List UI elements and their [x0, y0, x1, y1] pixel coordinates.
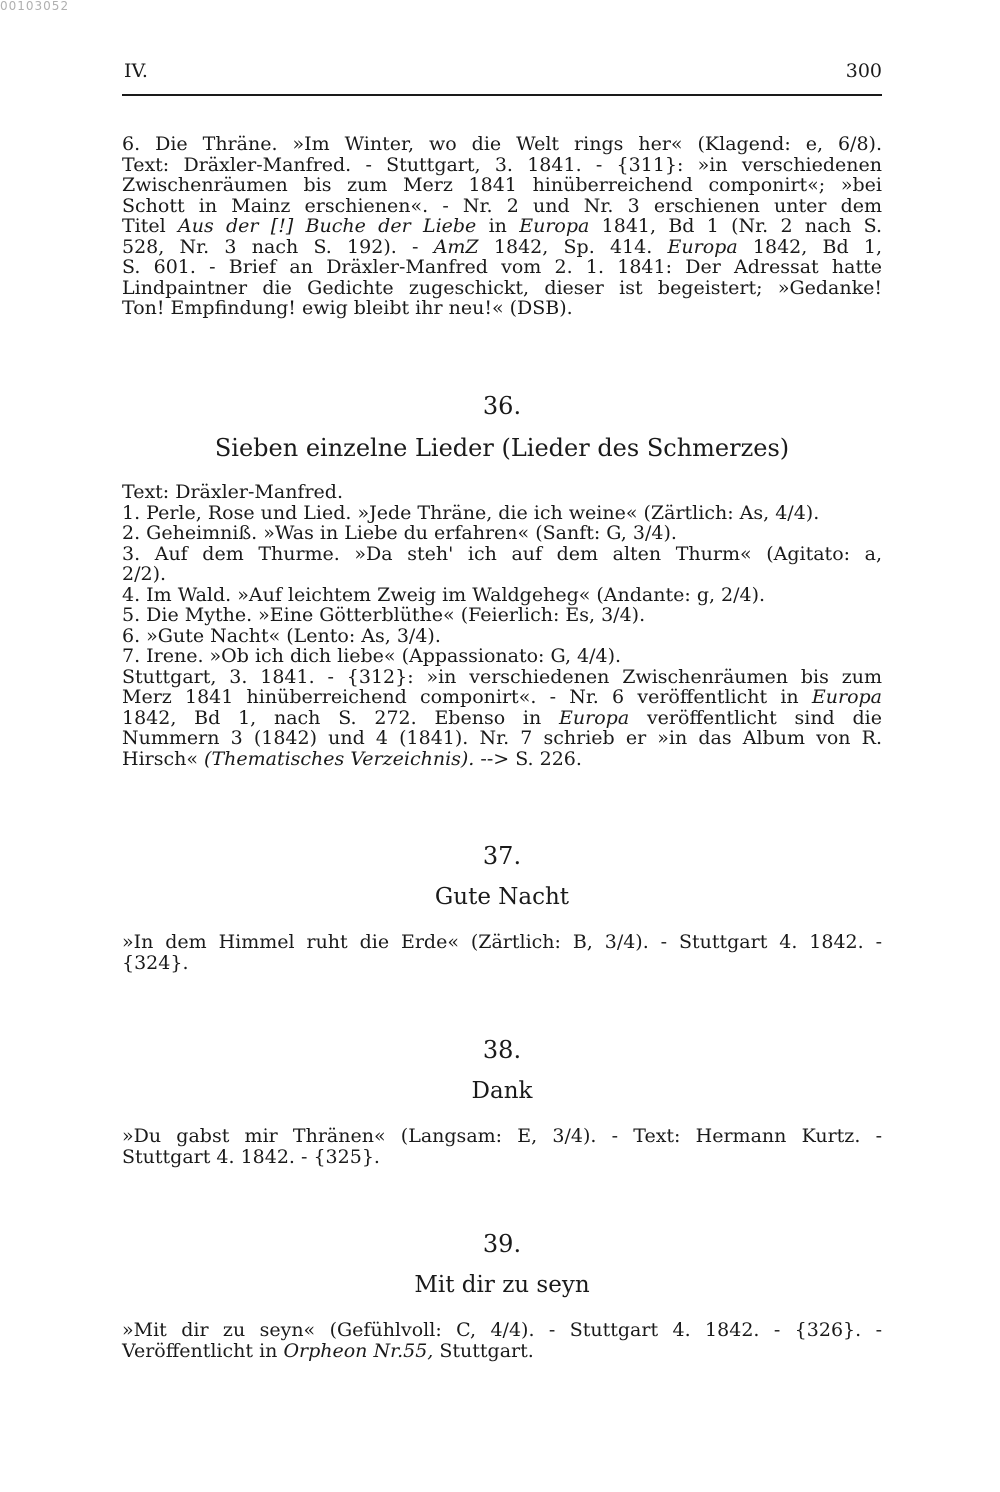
text-line: S. 601. - Brief an Dräxler-Manfred vom 2. 1. 1841: Der Adressat hatte — [122, 256, 882, 278]
text-line: Veröffentlicht in Orpheon Nr.55, Stuttgart. — [122, 1339, 534, 1362]
chapter-label: IV. — [124, 60, 148, 82]
text-line: Zwischenräumen bis zum Merz 1841 hinüberreichend componirt«; »bei — [122, 174, 882, 196]
page-number: 300 — [845, 60, 882, 82]
entry-36 — [122, 482, 882, 769]
text-line: Text: Dräxler-Manfred. - Stuttgart, 3. 1841. - {311}: »in verschiedenen — [122, 153, 882, 176]
text-line: Hirsch« (Thematisches Verzeichnis). --> S. 226. — [122, 747, 582, 770]
entry-number: 39. — [482, 1230, 522, 1258]
text-line: 1. Perle, Rose und Lied. »Jede Thräne, die ich weine« (Zärtlich: As, 4/4). — [122, 501, 820, 524]
text-line: 7. Irene. »Ob ich dich liebe« (Appassionato: G, 4/4). — [122, 645, 622, 667]
text-line: 2/2). — [122, 563, 167, 585]
text-line: Ton! Empfindung! ewig bleibt ihr neu!« (DSB). — [122, 297, 573, 319]
entry-number: 36. — [482, 392, 522, 420]
text-line: 6. »Gute Nacht« (Lento: As, 3/4). — [122, 624, 441, 647]
text-line: Merz 1841 hinüberreichend componirt«. - Nr. 6 veröffentlicht in Europa — [122, 686, 882, 708]
text-line: 5. Die Mythe. »Eine Götterblüthe« (Feierlich: Es, 3/4). — [122, 604, 646, 626]
text-line: Stuttgart, 3. 1841. - {312}: »in verschiedenen Zwischenräumen bis zum — [122, 665, 882, 688]
text-line: 2. Geheimniß. »Was in Liebe du erfahren« (Sanft: G, 3/4). — [122, 522, 677, 544]
text-line: 1842, Bd 1, nach S. 272. Ebenso in Europa veröffentlicht sind die — [122, 706, 882, 729]
scan-id: 00103052 — [0, 0, 70, 10]
header-rule — [122, 94, 882, 96]
entry-number: 37. — [482, 842, 522, 870]
entry-39 — [122, 1320, 882, 1361]
text-line: Nummern 3 (1842) und 4 (1841). Nr. 7 schrieb er »in das Album von R. — [122, 727, 882, 749]
text-line: Titel Aus der [!] Buche der Liebe in Europa 1841, Bd 1 (Nr. 2 nach S. — [122, 215, 882, 237]
text-line: 4. Im Wald. »Auf leichtem Zweig im Waldgeheg« (Andante: g, 2/4). — [122, 583, 766, 606]
text-line: Lindpaintner die Gedichte zugeschickt, dieser ist begeistert; »Gedanke! — [122, 276, 882, 299]
page-header — [124, 60, 882, 86]
text-line: 6. Die Thräne. »Im Winter, wo die Welt rings her« (Klagend: e, 6/8). — [122, 133, 882, 155]
text-line: Stuttgart 4. 1842. - {325}. — [122, 1145, 380, 1168]
entry-title: Gute Nacht — [434, 884, 570, 910]
text-line: »In dem Himmel ruht die Erde« (Zärtlich: B, 3/4). - Stuttgart 4. 1842. - — [122, 931, 882, 953]
entry-title: Mit dir zu seyn — [414, 1272, 590, 1298]
text-line: Text: Dräxler-Manfred. — [122, 481, 343, 503]
entry-38 — [122, 1126, 882, 1167]
entry-6 — [122, 134, 882, 319]
text-line: »Du gabst mir Thränen« (Langsam: E, 3/4). - Text: Hermann Kurtz. - — [122, 1125, 882, 1147]
entry-37 — [122, 932, 882, 973]
entry-title: Sieben einzelne Lieder (Lieder des Schmerzes) — [214, 434, 790, 462]
text-line: Schott in Mainz erschienen«. - Nr. 2 und Nr. 3 erschienen unter dem — [122, 194, 882, 217]
text-line: 528, Nr. 3 nach S. 192). - AmZ 1842, Sp. 414. Europa 1842, Bd 1, — [122, 235, 883, 258]
text-line: {324}. — [122, 951, 189, 974]
entry-number: 38. — [482, 1036, 522, 1064]
text-line: 3. Auf dem Thurme. »Da steh' ich auf dem alten Thurm« (Agitato: a, — [122, 542, 882, 565]
text-line: »Mit dir zu seyn« (Gefühlvoll: C, 4/4). - Stuttgart 4. 1842. - {326}. - — [122, 1319, 882, 1341]
entry-title: Dank — [471, 1078, 533, 1104]
